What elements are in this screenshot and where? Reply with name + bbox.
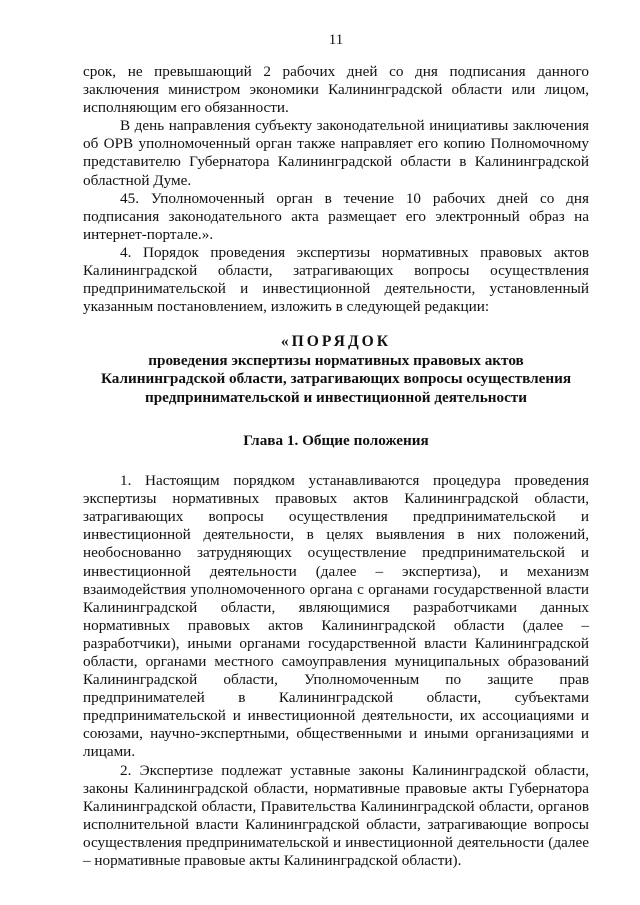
paragraph-45: 45. Уполномоченный орган в течение 10 рабочих дней со дня подписания законодательного акта размещает его электронный образ на интернет-портале.». bbox=[83, 189, 589, 243]
order-title: «ПОРЯДОК bbox=[280, 333, 392, 351]
paragraph-4: 4. Порядок проведения экспертизы нормативных правовых актов Калининградской области, затрагивающих вопросы осуществления предпринимательской и инвестиционной деятельности, установленный указанным постановлением, изложить в следующей редакции: bbox=[83, 243, 589, 316]
order-title-block bbox=[83, 333, 589, 407]
document-body bbox=[83, 63, 589, 870]
chapter-heading: Глава 1. Общие положения bbox=[243, 431, 429, 449]
paragraph-orv-copy: В день направления субъекту законодательной инициативы заключения об ОРВ уполномоченный орган также направляет его копию Полномочному представителю Губернатора Калининградской области в Калининградской областной Думе. bbox=[83, 117, 589, 189]
order-subtitle-line-1: проведения экспертизы нормативных правовых актов bbox=[148, 351, 524, 369]
paragraph-2: 2. Экспертизе подлежат уставные законы Калининградской области, законы Калининградской области, нормативные правовые акты Губернатора Калининградской области, Правительства Калининградской области, органов исполнительной власти Калининградской области, затрагивающие вопросы осуществления предпринимательской и инвестиционной деятельности (далее – нормативные правовые акты Калининградской области). bbox=[83, 761, 589, 869]
order-subtitle-line-2: Калининградской области, затрагивающих вопросы осуществления bbox=[100, 370, 572, 388]
paragraph-1: 1. Настоящим порядком устанавливаются процедура проведения экспертизы нормативных правовых актов Калининградской области, затрагивающих вопросы осуществления предпринимательской и инвестиционной деятельности, в целях выявления в них положений, необоснованно затрудняющих осуществление предпринимательской и инвестиционной деятельности (далее – экспертиза), и механизм взаимодействия уполномоченного органа с органами государственной власти Калининградской области, являющимися разработчиками данных нормативных правовых актов Калининградской области (далее – разработчики), иными органами государственной власти Калининградской области, органами местного самоуправления муниципальных образований Калининградской области, Уполномоченным по защите прав предпринимателей в Калининградской области, субъектами предпринимательской и инвестиционной деятельности, их ассоциациями и союзами, научно-экспертными, общественными и иными организациями и лицами. bbox=[83, 472, 589, 761]
paragraph-continuation: срок, не превышающий 2 рабочих дней со дня подписания данного заключения министром экономики Калининградской области или лицом, исполняющим его обязанности. bbox=[83, 63, 589, 117]
page-number: 11 bbox=[328, 32, 344, 48]
order-subtitle-line-3: предпринимательской и инвестиционной деятельности bbox=[144, 388, 528, 406]
